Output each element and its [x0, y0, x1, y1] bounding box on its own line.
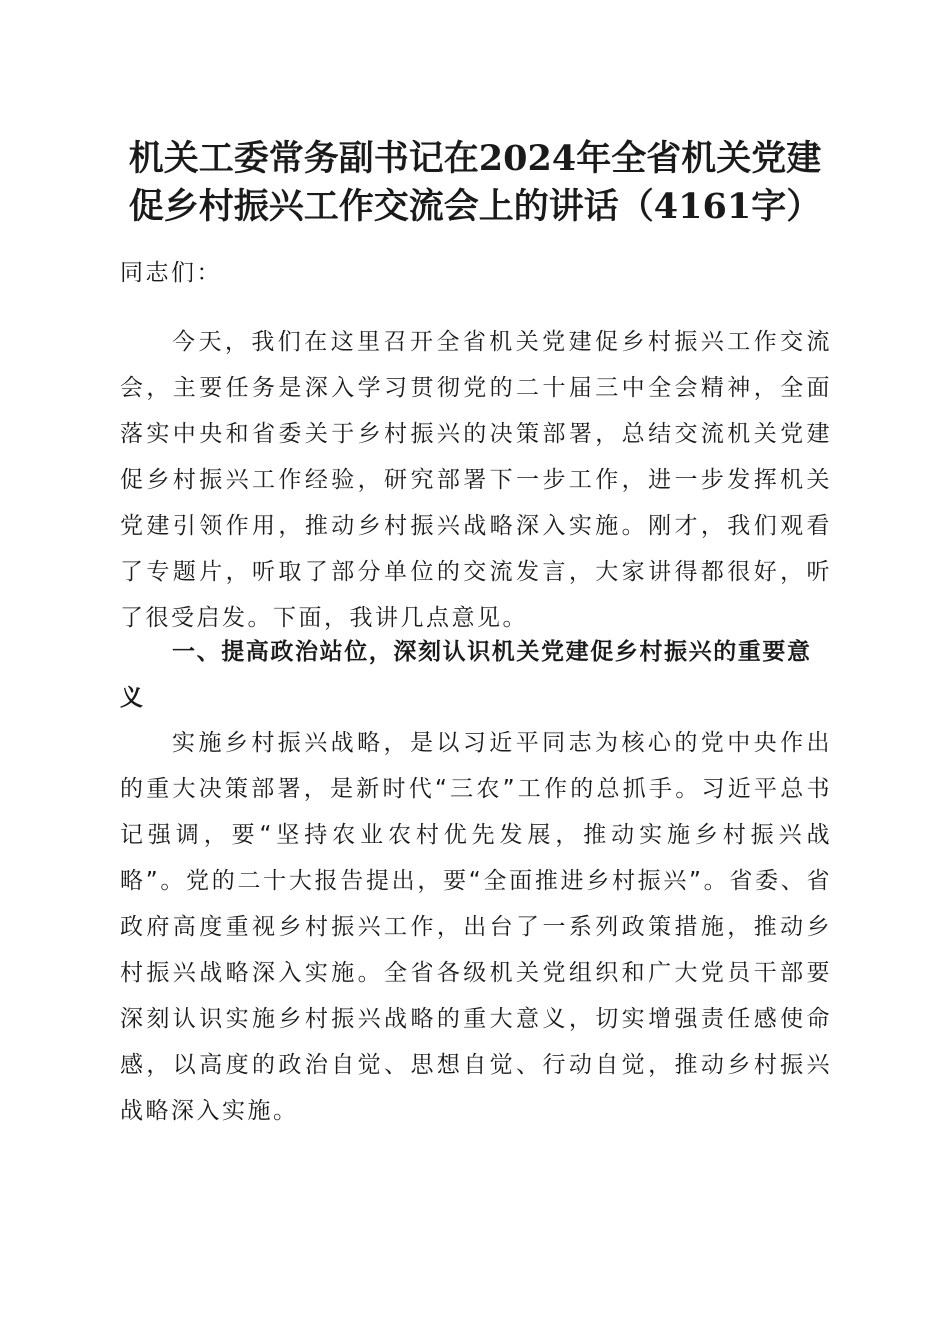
greeting: 同志们： [120, 260, 222, 286]
paragraph-section-1: 实施乡村振兴战略，是以习近平同志为核心的党中央作出的重大决策部署，是新时代“三农”工作的总抓手。习近平总书记强调，要“坚持农业农村优先发展，推动实施乡村振兴战略”。党的二十大报告提出，要“全面推进乡村振兴”。省委、省政府高度重视乡村振兴工作，出台了一系列政策措施，推动乡村振兴战略深入实施。全省各级机关党组织和广大党员干部要深刻认识实施乡村振兴战略的重大意义，切实增强责任感使命感，以高度的政治自觉、思想自觉、行动自觉，推动乡村振兴战略深入实施。 [120, 730, 832, 1124]
document-title-line-1: 机关工委常务副书记在2024年全省机关党建 [128, 138, 822, 179]
paragraph-intro: 今天，我们在这里召开全省机关党建促乡村振兴工作交流会，主要任务是深入学习贯彻党的二十届三中全会精神，全面落实中央和省委关于乡村振兴的决策部署，总结交流机关党建促乡村振兴工作经验，研究部署下一步工作，进一步发挥机关党建引领作用，推动乡村振兴战略深入实施。刚才，我们观看了专题片，听取了部分单位的交流发言，大家讲得都很好，听了很受启发。下面，我讲几点意见。 [120, 329, 832, 631]
document-title-line-2: 促乡村振兴工作交流会上的讲话（4161字） [128, 186, 822, 227]
section-heading-1: 一、提高政治站位，深刻认识机关党建促乡村振兴的重要意义 [120, 639, 812, 711]
